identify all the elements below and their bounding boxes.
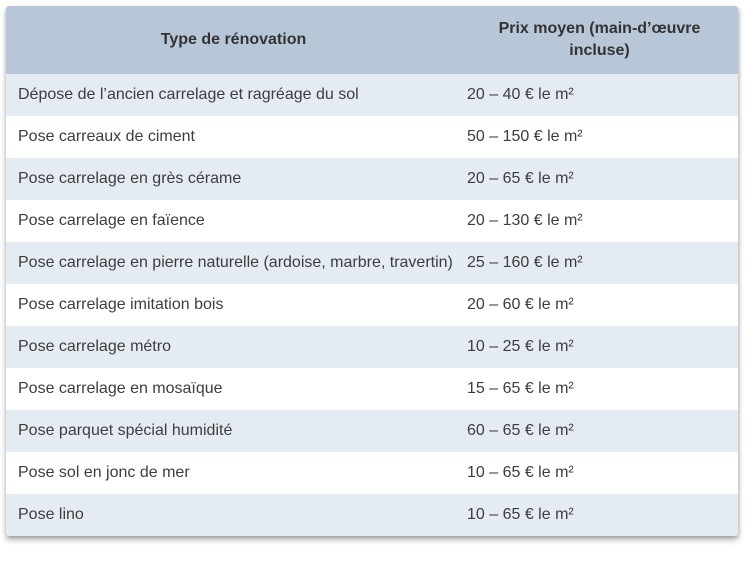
table-row: [6, 452, 738, 494]
renovation-type-cell: Pose carrelage métro: [6, 326, 461, 368]
table-row: [6, 200, 738, 242]
table-row: [6, 410, 738, 452]
renovation-type-cell: Pose lino: [6, 494, 461, 536]
renovation-type-cell: Pose carrelage en mosaïque: [6, 368, 461, 410]
renovation-type-cell: Pose carrelage en pierre naturelle (ardoise, marbre, travertin): [6, 242, 461, 284]
price-table-card: [6, 6, 738, 536]
price-cell: 20 – 60 € le m²: [461, 284, 738, 326]
table-row: [6, 368, 738, 410]
renovation-type-cell: Pose carreaux de ciment: [6, 116, 461, 158]
renovation-price-table: [6, 6, 738, 536]
table-body: [6, 74, 738, 536]
price-cell: 10 – 65 € le m²: [461, 452, 738, 494]
renovation-type-cell: Dépose de l’ancien carrelage et ragréage du sol: [6, 74, 461, 116]
renovation-type-cell: Pose parquet spécial humidité: [6, 410, 461, 452]
price-cell: 50 – 150 € le m²: [461, 116, 738, 158]
table-row: [6, 284, 738, 326]
renovation-type-cell: Pose carrelage en grès cérame: [6, 158, 461, 200]
renovation-type-cell: Pose sol en jonc de mer: [6, 452, 461, 494]
price-cell: 15 – 65 € le m²: [461, 368, 738, 410]
price-cell: 25 – 160 € le m²: [461, 242, 738, 284]
renovation-type-cell: Pose carrelage en faïence: [6, 200, 461, 242]
table-row: [6, 158, 738, 200]
column-header-renovation-type: Type de rénovation: [6, 6, 461, 74]
table-row: [6, 116, 738, 158]
table-row: [6, 74, 738, 116]
table-row: [6, 494, 738, 536]
price-cell: 10 – 65 € le m²: [461, 494, 738, 536]
column-header-average-price: Prix moyen (main-d’œuvre incluse): [461, 6, 738, 74]
price-cell: 60 – 65 € le m²: [461, 410, 738, 452]
price-cell: 20 – 40 € le m²: [461, 74, 738, 116]
price-cell: 10 – 25 € le m²: [461, 326, 738, 368]
price-cell: 20 – 65 € le m²: [461, 158, 738, 200]
table-row: [6, 326, 738, 368]
price-cell: 20 – 130 € le m²: [461, 200, 738, 242]
renovation-type-cell: Pose carrelage imitation bois: [6, 284, 461, 326]
table-row: [6, 242, 738, 284]
table-header-row: [6, 6, 738, 74]
